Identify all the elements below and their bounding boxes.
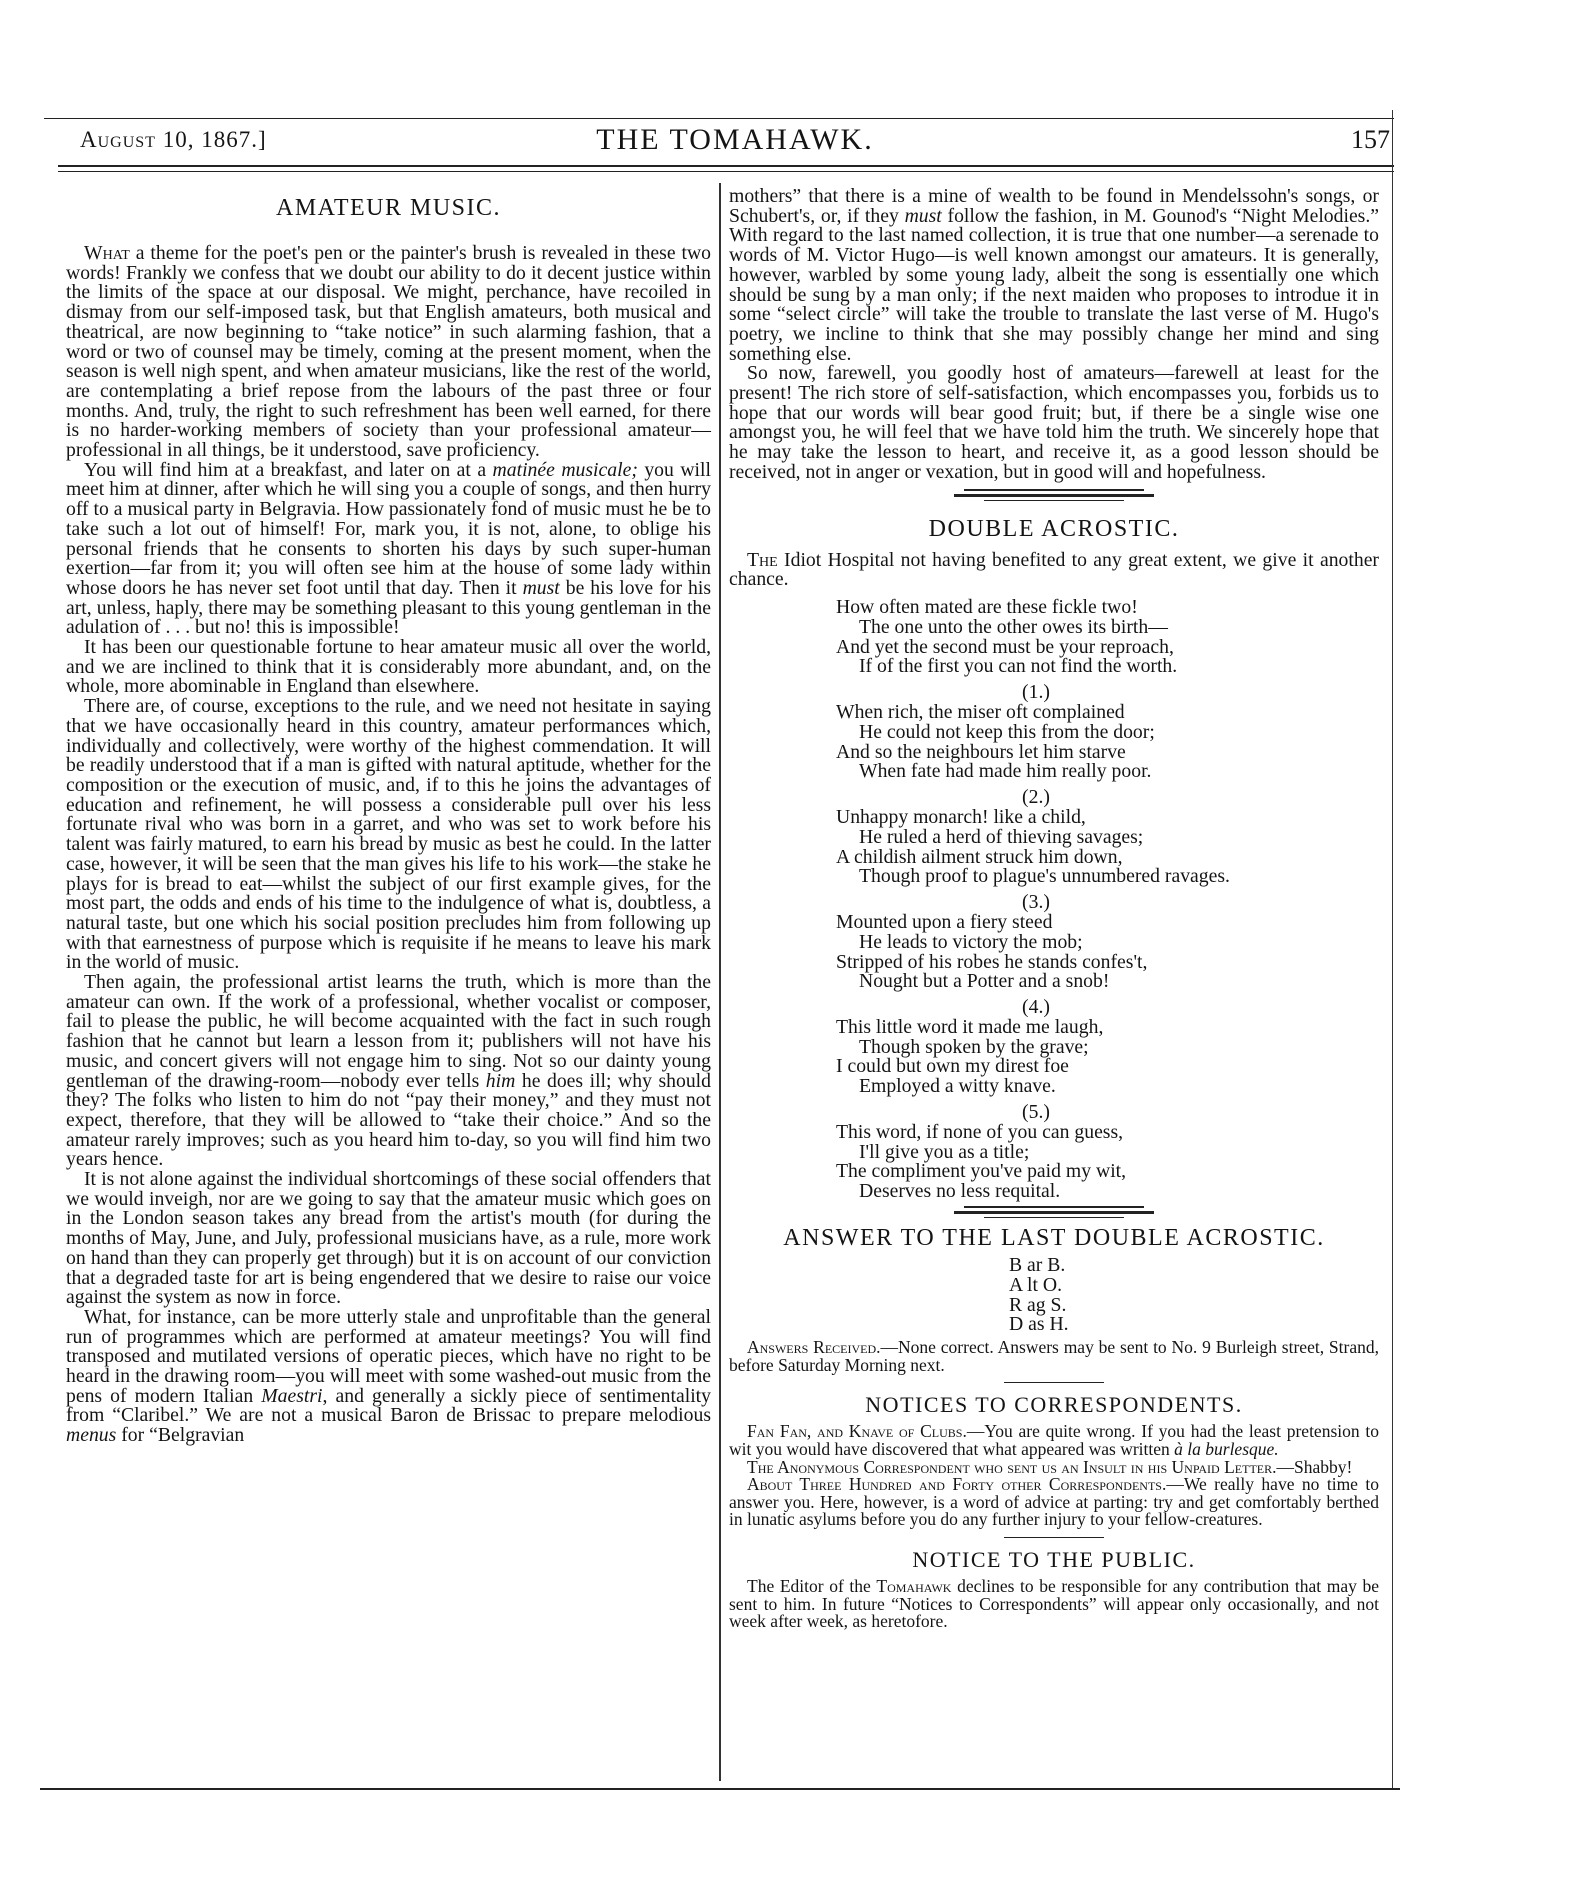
answer-row: R ag S. [1009, 1293, 1067, 1316]
paragraph-text: be his love for his art, unless, haply, there may be something pleasant to this young gentleman in the adulation of . . . but no! this is impossible! [66, 576, 712, 639]
paragraph-text: follow the fashion, in M. Gounod's “Night Melodies.” With regard to the last named collection, it is true that one number—a serenade to words of M. Victor Hugo—is well known amongst our amateurs. It is generally, however, warbled by some young lady, albeit the song is essentially one which should be sung by a man only; if the next maiden who proposes to introdue it in some “select circle” will take the trouble to translate the last verse of M. Hugo's poetry, we incline to think that she may possibly change her mind and sing something else. [729, 204, 1380, 365]
verse-line: This little word it made me laugh, [836, 1015, 1104, 1038]
section-separator [974, 1537, 1134, 1538]
paragraph-text: he does ill; why should they? The folks who listen to him do not “pay their money,” and they must not expect, therefore, that they will be allowed to “take their choice.” And so the amateur rarely improves; such as you heard him to-day, so you will find him two years hence. [66, 1069, 711, 1171]
paragraph [66, 244, 711, 461]
answer-row: A lt O. [1009, 1273, 1063, 1296]
verse-line: How often mated are these fickle two! [836, 595, 1138, 618]
page-edge-right [1392, 110, 1393, 1790]
paragraph: It is not alone against the individual shortcomings of these social offenders that we would inveigh, nor are we going to say that the amateur music which goes on in the London season takes any bread from the artist's mouth (for during the months of May, June, and July, professional musicians have, as a rule, more work on hand than they can properly get through) but it is on account of our conviction that a degraded taste for art is being engendered that we desire to raise our voice against the system as now in force. [66, 1168, 711, 1309]
section-separator [954, 1206, 1154, 1218]
verse-line: And yet the second must be your reproach, [836, 635, 1174, 658]
verse-line: A childish ailment struck him down, [836, 845, 1123, 868]
paragraph: So now, farewell, you goodly host of amateurs—farewell at least for the present! The rich store of self-satisfaction, which encompasses you, forbids us to hope that our words will bear good fruit; but, if there be a single wise one amongst you, he will feel that we have told him the truth. We sincerely hope that he may take the lesson to heart, and receive it, as a good lesson should be received, not in anger or vexation, but in good will and hopefulness. [729, 362, 1379, 483]
stanza-number: (3.) [1022, 891, 1050, 914]
paragraph: It has been our questionable fortune to hear amateur music all over the world, and we are inclined to think that it is considerably more abundant, and, on the whole, more abominable in England than elsewhere. [66, 636, 711, 698]
masthead: THE TOMAHAWK. [596, 123, 874, 156]
paragraph-text: —We really have no time to answer you. Here, however, is a word of advice at parting: try and get comfortably berthed in lunatic asylums before you do any further injury to your fellow-creatures. [729, 1474, 1379, 1530]
paragraph: There are, of course, exceptions to the rule, and we need not hesitate in saying that we have occasionally heard in this country, amateur performances which, individually and collectively, were worthy of the highest commendation. It will be readily understood that if a man is gifted with natural aptitude, whether for the composition or the execution of music, and, if to this he joins the advantages of education and refinement, he will possess a considerable pull over his less fortunate rival who was born in a garret, and who was set to work before his talent was fairly matured, to earn his bread by music as best he could. In the latter case, however, it will be seen that the man gives his life to his work—the stake he plays for is bread to eat—whilst the subject of our first example gives, for the most part, the odds and ends of his time to the indulgence of what is, doubtless, a natural taste, but one which his social position precludes him from following up with that earnestness of purpose which is requisite if he means to leave his mark in the world of music. [66, 695, 711, 974]
paragraph-text: declines to be responsible for any contribution that may be sent to him. In future “Notices to Correspondents” will appear only occasionally, and not week after week, as heretofore. [729, 1576, 1379, 1632]
issue-date: August 10, 1867.] [80, 127, 267, 152]
verse-line: Unhappy monarch! like a child, [836, 805, 1086, 828]
stanza-number: (2.) [1022, 786, 1050, 809]
verse-line: The compliment you've paid my wit, [836, 1160, 1127, 1183]
paragraph-text: Idiot Hospital not having benefited to any great extent, we give it another chance. [729, 548, 1379, 591]
paragraph [729, 1476, 1379, 1529]
verse-line: When fate had made him really poor. [859, 760, 1152, 783]
section-separator [974, 1382, 1134, 1383]
paragraph [66, 973, 711, 1170]
head-rule-bottom-thin [58, 171, 1394, 172]
italic-text: matinée musicale; [492, 458, 638, 481]
italic-text: him [485, 1069, 516, 1092]
paragraph-text: —You are quite wrong. If you had the least pretension to wit you would have discovered that what appeared was written [729, 1421, 1380, 1460]
answer-list [1009, 1256, 1379, 1335]
head-rule-top [44, 118, 1394, 119]
article-title-answer: ANSWER TO THE LAST DOUBLE ACROSTIC. [783, 1225, 1325, 1252]
verse-line: The one unto the other owes its birth— [859, 615, 1168, 638]
stanza-number: (1.) [1022, 681, 1050, 704]
verse-line: He could not keep this from the door; [859, 720, 1155, 743]
verse-line: If of the first you can not find the worth. [859, 655, 1178, 678]
answers-received [729, 1339, 1379, 1374]
verse-line: Deserves no less requital. [859, 1180, 1061, 1203]
page-number: 157 [1351, 125, 1390, 154]
paragraph [729, 1423, 1379, 1458]
verse-line: I'll give you as a title; [859, 1140, 1030, 1163]
verse-line: Mounted upon a fiery steed [836, 910, 1053, 933]
italic-text: must [522, 576, 560, 599]
paragraph [729, 187, 1379, 364]
verse-line: I could but own my direst foe [836, 1055, 1069, 1078]
paragraph-text: mothers” that there is a mine of wealth to be found in Mendelssohn's songs, or Schubert's, or, if they [729, 185, 1379, 227]
label-text: Tomahawk [876, 1576, 952, 1596]
paragraph-text: , and generally a sickly piece of sentimentality from “Claribel.” We are not a musical Baron de Brissac to prepare melodious [66, 1384, 711, 1427]
article-title-public-notice: NOTICE TO THE PUBLIC. [912, 1547, 1196, 1572]
verse-line: Nought but a Potter and a snob! [859, 970, 1110, 993]
head-rule-bottom [58, 165, 1394, 167]
verse-line: Though spoken by the grave; [859, 1035, 1089, 1058]
italic-text: Maestri [261, 1384, 323, 1407]
article-title-double-acrostic: DOUBLE ACROSTIC. [928, 515, 1180, 542]
article-title-notices: NOTICES TO CORRESPONDENTS. [865, 1392, 1243, 1418]
left-column [66, 194, 711, 1446]
stanza-number: (4.) [1022, 996, 1050, 1019]
italic-text: menus [66, 1424, 117, 1447]
verse-line: This word, if none of you can guess, [836, 1120, 1124, 1143]
answer-row: B ar B. [1009, 1254, 1066, 1277]
running-head [80, 123, 1390, 159]
drop-word: The [747, 548, 778, 571]
stanza-number: (5.) [1022, 1101, 1050, 1124]
paragraph-text: You will find him at a breakfast, and later on at a [84, 458, 493, 481]
verse-line: Employed a witty knave. [859, 1075, 1056, 1098]
verse-line: He leads to victory the mob; [859, 930, 1083, 953]
italic-text: must [904, 204, 942, 227]
paragraph [729, 1578, 1379, 1631]
paragraph-text: you will meet him at dinner, after which he will sing you a couple of songs, and then hurry off to a musical party in Belgravia. How passionately fond of music must he be to take such a lot out of himself! For, mark you, it is not, alone, to oblige his personal friends that he consents to shorten his days by such super-human exertion—far from it; you will often see him at the house of some lady within whose doors he has never set foot until that day. Then it [66, 458, 711, 599]
paragraph-text: The Editor of the [747, 1576, 877, 1596]
acrostic-verse [836, 595, 1379, 1203]
answer-row: D as H. [1009, 1313, 1069, 1336]
footer-rule [40, 1788, 1400, 1790]
paragraph [66, 458, 712, 639]
italic-text: à la burlesque. [1174, 1439, 1279, 1460]
paragraph [66, 1305, 711, 1447]
verse-line: When rich, the miser oft complained [836, 700, 1125, 723]
paragraph-text: What, for instance, can be more utterly stale and unprofitable than the general run of programmes which are performed at amateur meetings? You will find transposed and mutilated versions of operatic pieces, which have no right to be heard in the drawing room—you will meet with some washed-out music from the pens of modern Italian [66, 1305, 711, 1407]
label-text: Answers Received. [747, 1337, 881, 1358]
verse-line: And so the neighbours let him starve [836, 740, 1126, 763]
section-separator [954, 489, 1154, 501]
right-column [729, 187, 1379, 1631]
notices-body [729, 1423, 1379, 1529]
paragraph [729, 1339, 1379, 1374]
verse-line: Stripped of his robes he stands confes't, [836, 950, 1148, 973]
acrostic-intro [729, 548, 1379, 591]
paragraph-text: —None correct. Answers may be sent to No. 9 Burleigh street, Strand, before Saturday Morning next. [729, 1337, 1379, 1375]
verse-line: He ruled a herd of thieving savages; [859, 825, 1144, 848]
paragraph-text: for “Belgravian [116, 1424, 245, 1447]
drop-word: What [84, 242, 130, 264]
paragraph-text: a theme for the poet's pen or the painter's brush is revealed in these two words! Frankly we confess that we doubt our ability to do it decent justice within the limits of the space at our disposal. We might, perchance, have recoiled in dismay from our self-imposed task, but that English amateurs, both musical and theatrical, are now beginning to “take notice” in such alarming fashion, that a word or two of counsel may be timely, coming at the present moment, when the season is well nigh spent, and when amateur musicians, like the rest of the world, are contemplating a brief repose from the labours of the past three or four months. And, truly, the right to such refreshment has been well earned, for there is no harder-working members of society than your professional amateur—professional in all things, be it understood, save proficiency. [66, 242, 712, 462]
paragraph-text: Then again, the professional artist learns the truth, which is more than the amateur can own. If the work of a professional, whether vocalist or composer, fail to please the public, he will become acquainted with the fact in such rough fashion that he cannot but learn a lesson from it; publishers will not have his music, and concert givers will not engage him to sing. Not so our dainty young gentleman of the drawing-room—nobody ever tells [66, 971, 711, 1092]
label-text: About Three Hundred and Forty other Correspondents. [747, 1474, 1167, 1495]
label-text: The Anonymous Correspondent who sent us an Insult in his Unpaid Letter. [747, 1456, 1277, 1477]
verse-line: Though proof to plague's unnumbered ravages. [859, 865, 1230, 888]
article-title-amateur-music: AMATEUR MUSIC. [275, 195, 502, 221]
paragraph-text: —Shabby! [1276, 1456, 1353, 1477]
column-divider [719, 183, 721, 1781]
label-text: Fan Fan, and Knave of Clubs. [747, 1421, 967, 1442]
public-notice-body [729, 1578, 1379, 1631]
